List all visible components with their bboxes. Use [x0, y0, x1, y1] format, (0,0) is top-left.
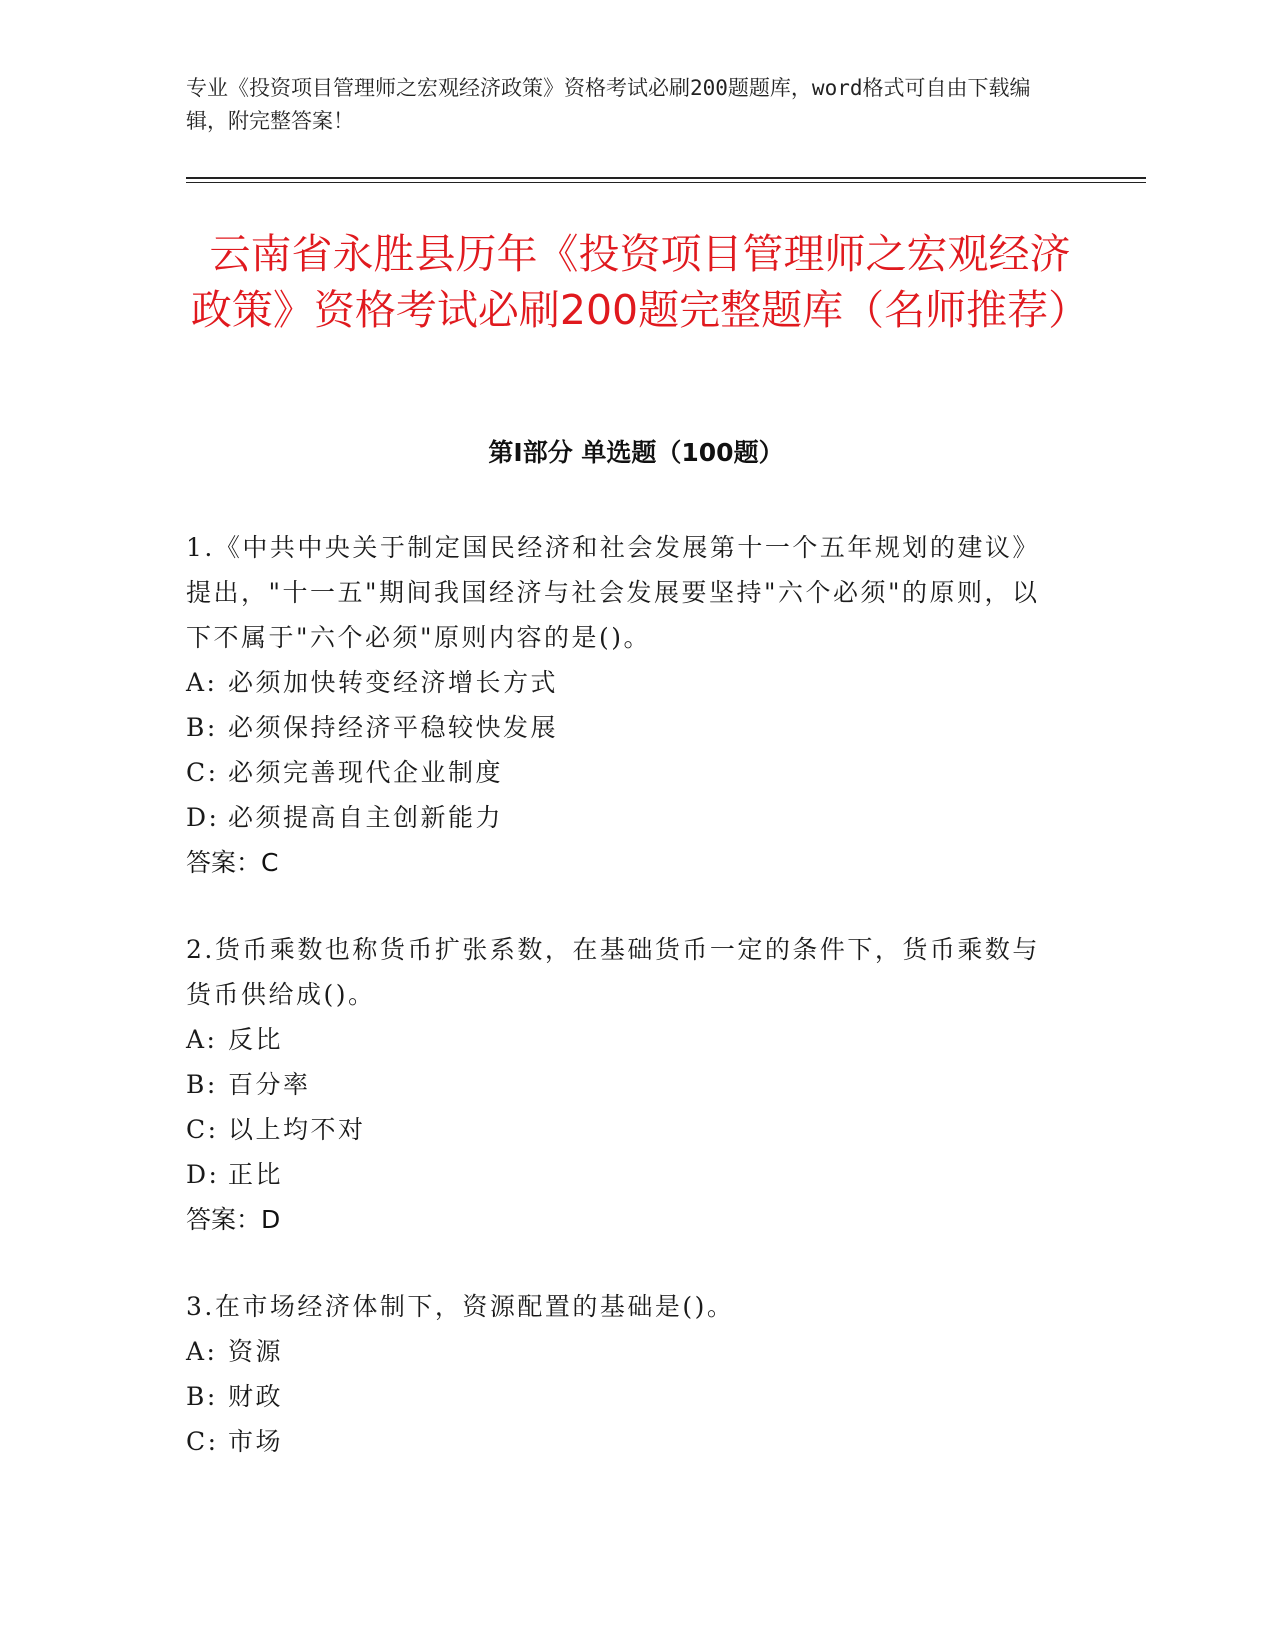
option-key: C: [186, 1115, 219, 1144]
option-d [186, 795, 1066, 840]
option-key: B: [186, 1382, 218, 1411]
question-stem: 1.《中共中央关于制定国民经济和社会发展第十一个五年规划的建议》提出，"十一五"期间我国经济与社会发展要坚持"六个必须"的原则，以下不属于"六个必须"原则内容的是()。 [186, 533, 1040, 652]
option-key: C: [186, 1427, 219, 1456]
answer: 答案：C [186, 848, 279, 877]
option-key: A: [186, 668, 218, 697]
question-stem: 3.在市场经济体制下，资源配置的基础是()。 [186, 1292, 735, 1321]
option-d [186, 1152, 1066, 1197]
option-key: D: [186, 803, 220, 832]
option-text: 必须提高自主创新能力 [228, 803, 504, 832]
document-title: 云南省永胜县历年《投资项目管理师之宏观经济政策》资格考试必刷200题完整题库（名师推荐） [190, 230, 1090, 334]
header-divider-thin [186, 182, 1146, 183]
option-text: 正比 [228, 1160, 284, 1189]
option-text: 百分率 [228, 1070, 311, 1099]
option-a [186, 1329, 1066, 1374]
option-text: 以上均不对 [228, 1115, 366, 1144]
option-key: A: [186, 1025, 218, 1054]
option-key: B: [186, 1070, 218, 1099]
option-a [186, 1017, 1066, 1062]
question-stem: 2.货币乘数也称货币扩张系数，在基础货币一定的条件下，货币乘数与货币供给成()。 [186, 935, 1040, 1009]
option-c [186, 1419, 1066, 1464]
option-b [186, 1062, 1066, 1107]
option-a [186, 660, 1066, 705]
option-text: 市场 [228, 1427, 284, 1456]
option-b [186, 1374, 1066, 1419]
option-text: 必须保持经济平稳较快发展 [228, 713, 559, 742]
answer: 答案：D [186, 1205, 281, 1234]
section-heading: 第Ⅰ部分 单选题（100题） [488, 438, 784, 467]
option-text: 必须完善现代企业制度 [228, 758, 504, 787]
option-key: D: [186, 1160, 220, 1189]
header-divider-thick [186, 177, 1146, 179]
option-text: 必须加快转变经济增长方式 [228, 668, 559, 697]
option-text: 资源 [228, 1337, 284, 1366]
option-key: C: [186, 758, 219, 787]
question-1 [186, 525, 1066, 885]
page-header: 专业《投资项目管理师之宏观经济政策》资格考试必刷200题题库，word格式可自由下载编辑，附完整答案！ [186, 76, 1031, 133]
option-c [186, 750, 1066, 795]
option-key: A: [186, 1337, 218, 1366]
option-b [186, 705, 1066, 750]
option-c [186, 1107, 1066, 1152]
option-text: 反比 [228, 1025, 284, 1054]
option-key: B: [186, 713, 218, 742]
question-3 [186, 1284, 1066, 1464]
question-2 [186, 927, 1066, 1242]
question-list [186, 525, 1066, 1506]
option-text: 财政 [228, 1382, 284, 1411]
